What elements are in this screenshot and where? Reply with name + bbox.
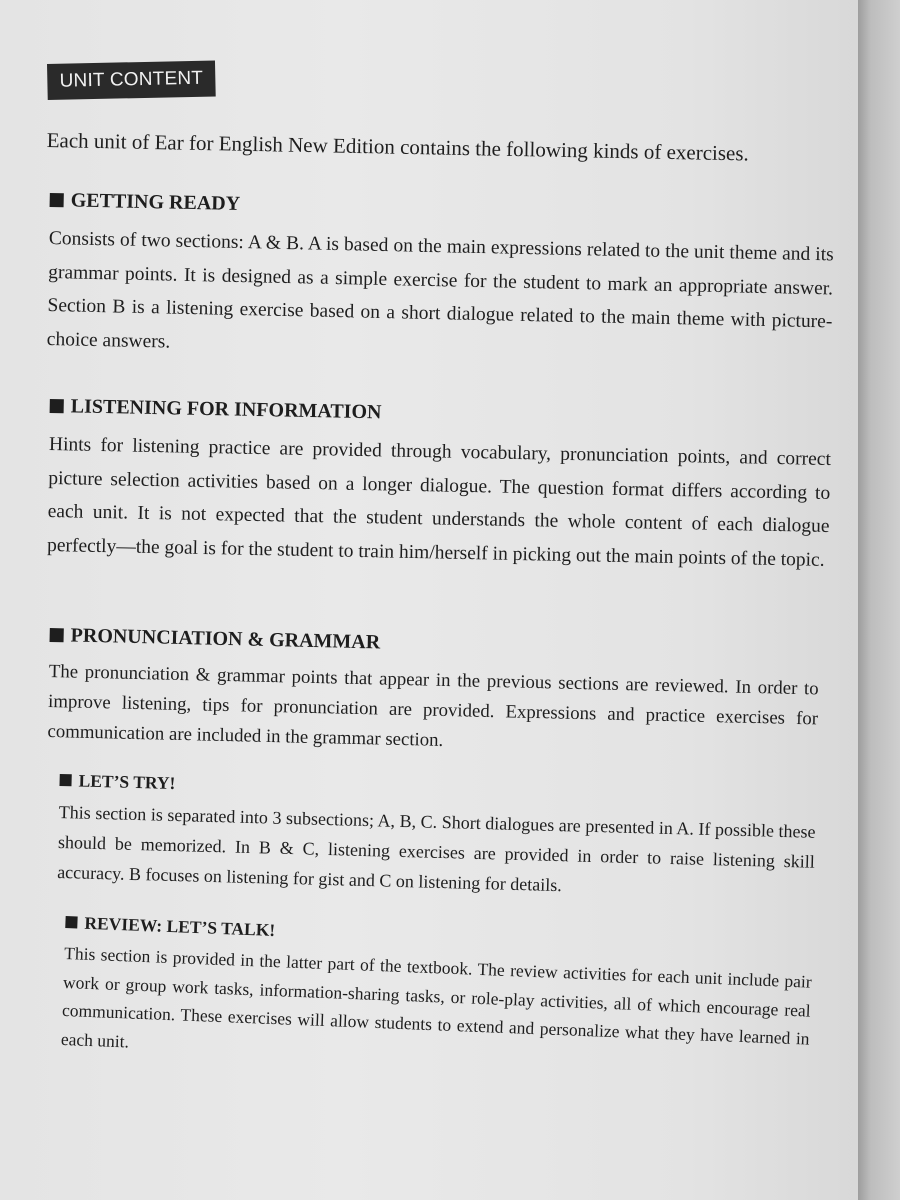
section-title: REVIEW: LET’S TALK!: [84, 912, 276, 941]
unit-content-label: UNIT CONTENT: [47, 60, 216, 100]
section-body: The pronunciation & grammar points that appear in the previous sections are reviewed. In order to improve listening, tips for pronunciation are provided. Expressions and practice exercises for communication are included in the grammar section.: [47, 660, 819, 751]
section-title: GETTING READY: [70, 189, 241, 215]
section-lets-try: [57, 766, 850, 908]
section-title: LET’S TRY!: [78, 770, 176, 794]
section-pronunciation-grammar: [47, 621, 840, 765]
square-bullet-icon: [50, 193, 64, 207]
section-body: This section is separated into 3 subsections; A, B, C. Short dialogues are presented in A. If possible these should be memorized. In B & C, listening exercises are provided in order to raise listening skill accuracy. B focuses on listening for gist and C on listening for details.: [56, 801, 816, 896]
section-body: This section is provided in the latter part of the textbook. The review activities for each unit include pair work or group work tasks, information-sharing tasks, or role-play activities, all of which encourage real communication. These exercises will allow students to extend and personalize what they have learned in each unit.: [60, 942, 813, 1052]
section-title: PRONUNCIATION & GRAMMAR: [70, 624, 381, 654]
section-heading: [49, 392, 839, 435]
section-title: LISTENING FOR INFORMATION: [70, 395, 382, 424]
section-body: Consists of two sections: A & B. A is based on the main expressions related to the unit theme and its grammar points. It is designed as a simple exercise for the student to mark an appropriate answer. Section B is a listening exercise based on a short dialogue related to the main theme with picture-choice answers.: [46, 227, 834, 353]
section-listening-for-information: [47, 392, 840, 577]
square-bullet-icon: [65, 916, 77, 928]
square-bullet-icon: [50, 399, 64, 413]
square-bullet-icon: [50, 628, 64, 642]
section-review-lets-talk: [60, 908, 855, 1083]
section-body: Hints for listening practice are provided through vocabulary, pronunciation points, and correct picture selection activities based on a longer dialogue. The question format differs according to each unit. It is not expected that the student understands the whole content of each dialogue perfectly—the goal is for the student to train him/herself in picking out the main points of the topic.: [46, 433, 832, 571]
page-edge: [858, 0, 900, 1200]
intro-text: Each unit of Ear for English New Edition contains the following kinds of exercises.: [46, 127, 750, 166]
section-getting-ready: [46, 186, 839, 373]
square-bullet-icon: [59, 774, 71, 786]
